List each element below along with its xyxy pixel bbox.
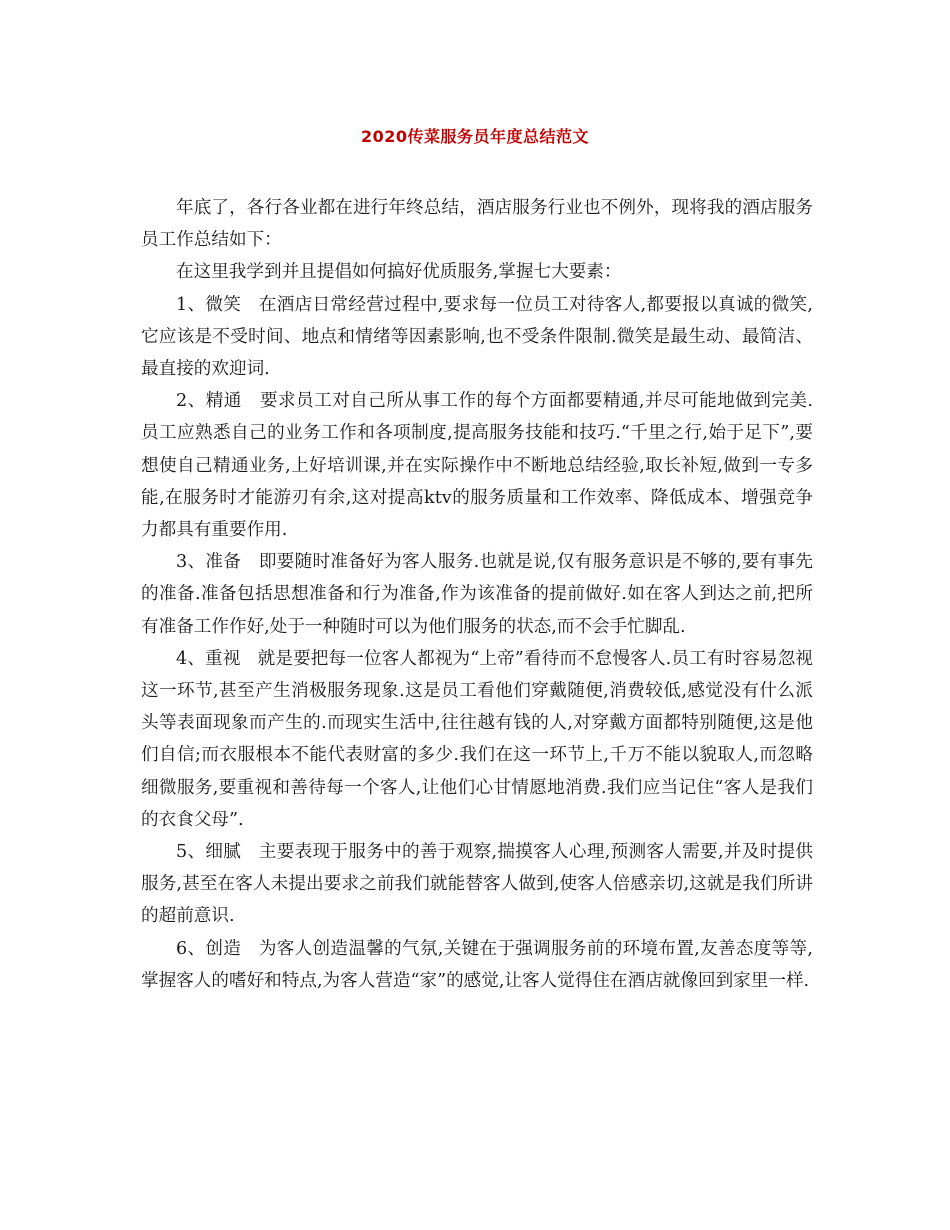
element-heading: 3、准备: [176, 552, 242, 573]
element-paragraph: [141, 546, 813, 643]
document-title: 2020传菜服务员年度总结范文: [360, 127, 590, 146]
element-paragraph: [141, 385, 813, 546]
element-text: 在酒店日常经营过程中,要求每一位员工对待客人,都要报以真诚的微笑,它应该是不受时间、地点和情绪等因素影响,也不受条件限制.微笑是最生动、最简洁、最直接的欢迎词.: [141, 294, 814, 380]
intro-paragraph: 在这里我学到并且提倡如何搞好优质服务,掌握七大要素：: [176, 262, 622, 283]
document-body: [141, 192, 813, 997]
element-text: 主要表现于服务中的善于观察,揣摸客人心理,预测客人需要,并及时提供服务,甚至在客人未提出要求之前我们就能替客人做到,使客人倍感亲切,这就是我们所讲的超前意识.: [141, 842, 814, 927]
element-heading: 5、细腻: [176, 842, 242, 863]
element-paragraph: [141, 836, 813, 933]
element-heading: 2、精通: [176, 391, 242, 412]
element-paragraph: [141, 643, 813, 836]
element-heading: 1、微笑: [176, 294, 242, 315]
element-text: 要求员工对自己所从事工作的每个方面都要精通,并尽可能地做到完美.员工应熟悉自己的业务工作和各项制度,提高服务技能和技巧.“千里之行,始于足下”,要想使自己精通业务,上好培训课,并在实际操作中不断地总结经验,取长补短,做到一专多能,在服务时才能游刃有余,这对提高ktv的服务质量和工作效率、降低成本、增强竞争力都具有重要作用.: [141, 391, 813, 541]
intro-paragraph: 年底了，各行各业都在进行年终总结，酒店服务行业也不例外，现将我的酒店服务员工作总结如下：: [141, 198, 813, 251]
element-text: 为客人创造温馨的气氛,关键在于强调服务前的环境布置,友善态度等等,掌握客人的嗜好和特点,为客人营造“家”的感觉,让客人觉得住在酒店就像回到家里一样.: [141, 938, 814, 991]
element-text: 就是要把每一位客人都视为“上帝”看待而不怠慢客人.员工有时容易忽视这一环节,甚至产生消极服务现象.这是员工看他们穿戴随便,消费较低,感觉没有什么派头等表面现象而产生的.而现实生活中,往往越有钱的人,对穿戴方面都特别随便,这是他们自信;而衣服根本不能代表财富的多少.我们在这一环节上,千万不能以貌取人,而忽略细微服务,要重视和善待每一个客人,让他们心甘情愿地消费.我们应当记住“客人是我们的衣食父母”.: [141, 648, 813, 830]
element-heading: 6、创造: [176, 938, 242, 959]
element-text: 即要随时准备好为客人服务.也就是说,仅有服务意识是不够的,要有事先的准备.准备包括思想准备和行为准备,作为该准备的提前做好.如在客人到达之前,把所有准备工作作好,处于一种随时可以为他们服务的状态,而不会手忙脚乱.: [141, 552, 814, 637]
element-paragraph: [141, 933, 813, 997]
element-paragraph: [141, 289, 813, 386]
element-heading: 4、重视: [176, 648, 241, 669]
